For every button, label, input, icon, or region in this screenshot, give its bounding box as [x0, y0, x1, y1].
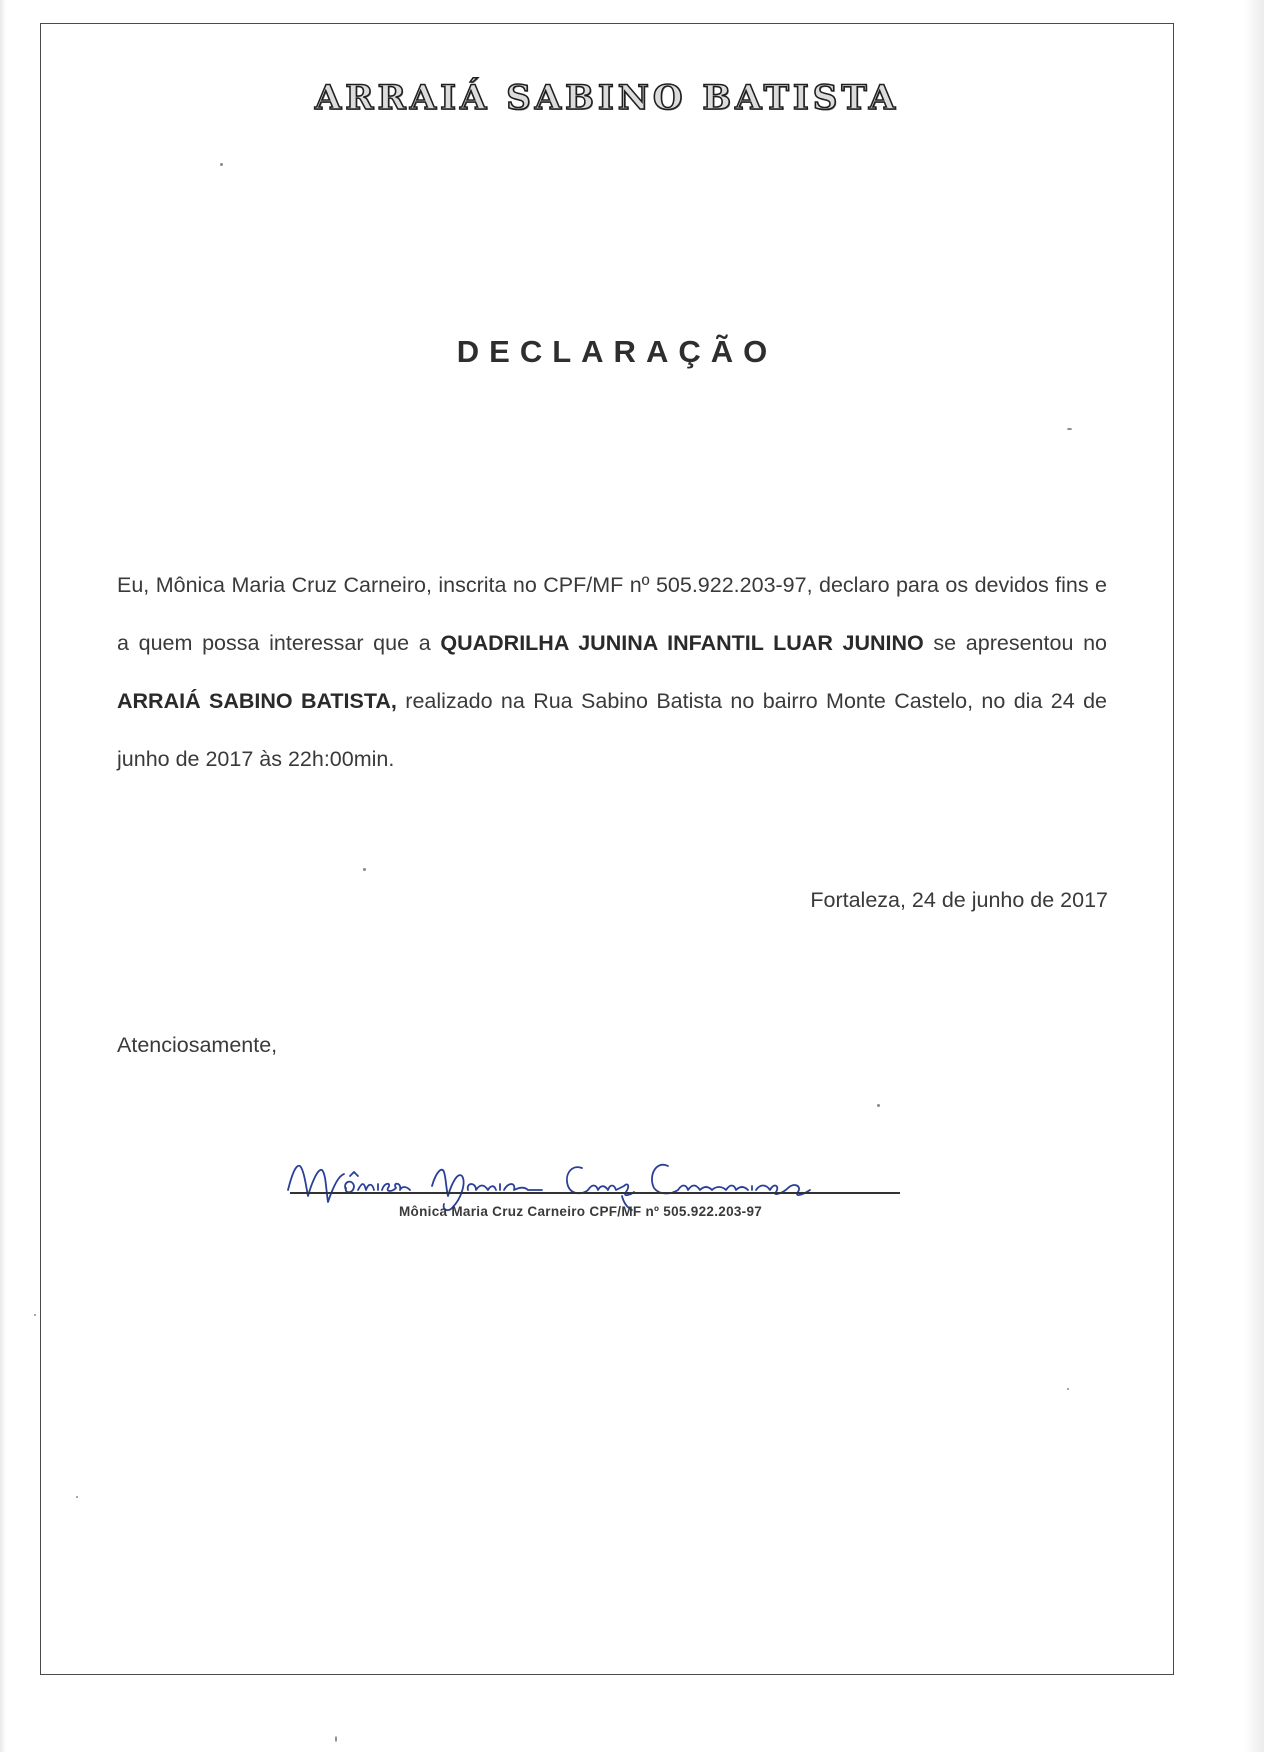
scan-speck	[34, 1314, 36, 1316]
body-middle: se apresentou no	[923, 631, 1107, 655]
body-intro: Eu, Mônica Maria Cruz Carneiro, inscrita no CPF/MF nº 505.922.203-97, declaro para os devidos fins e a quem possa interessar que a	[117, 573, 1107, 655]
event-name: ARRAIÁ SABINO BATISTA,	[117, 689, 397, 713]
group-name: QUADRILHA JUNINA INFANTIL LUAR JUNINO	[440, 631, 924, 655]
header-title: ARRAIÁ SABINO BATISTA	[314, 78, 900, 118]
declaration-body	[117, 556, 1107, 788]
signature-caption: Mônica Maria Cruz Carneiro CPF/MF nº 505.922.203-97	[399, 1204, 763, 1219]
scan-speck	[220, 163, 223, 166]
scan-speck	[1067, 428, 1072, 430]
scan-speck	[335, 1736, 337, 1742]
signature-line	[290, 1192, 900, 1194]
date-line: Fortaleza, 24 de junho de 2017	[810, 888, 1108, 912]
scan-speck	[1067, 1388, 1069, 1390]
closing: Atenciosamente,	[117, 1033, 278, 1057]
scan-speck	[363, 868, 366, 871]
page-border	[40, 23, 1174, 1675]
scan-edge-left	[0, 0, 6, 1752]
document-title: DECLARAÇÃO	[456, 334, 778, 369]
scan-edge-right	[1244, 0, 1264, 1752]
scan-speck	[877, 1104, 880, 1107]
scan-speck	[76, 1496, 78, 1498]
body-ending: realizado na Rua Sabino Batista no bairro Monte Castelo, no dia 24 de junho de 2017 às 22h:00min.	[117, 689, 1107, 771]
